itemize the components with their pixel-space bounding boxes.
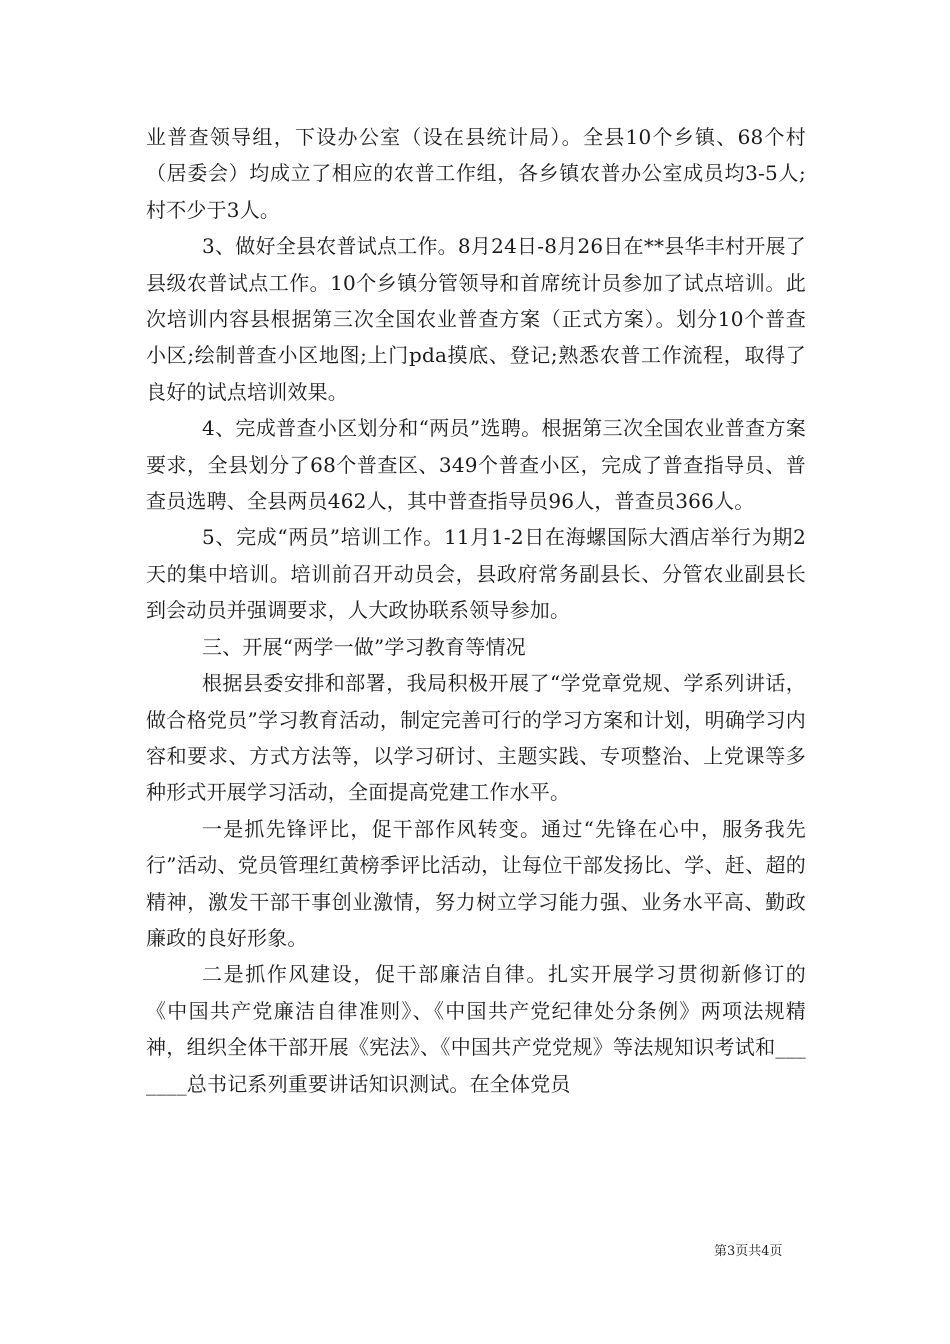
paragraph-6: 一是抓先锋评比，促干部作风转变。通过“先锋在心中，服务我先行”活动、党员管理红黄榜季评比活动，让每位干部发扬比、学、赶、超的精神，激发干部干事创业激情，努力树立学习能力强、业务水平高、勤政廉政的良好形象。: [146, 816, 806, 950]
paragraph-2: 3、做好全县农普试点工作。8月24日-8月26日在**县华丰村开展了县级农普试点工作。10个乡镇分管领导和首席统计员参加了试点培训。此次培训内容县根据第三次全国农业普查方案（正式方案）。划分10个普查小区;绘制普查小区地图;上门pda摸底、登记;熟悉农普工作流程，取得了良好的试点培训效果。: [146, 234, 806, 404]
document-body: [146, 119, 806, 1102]
paragraph-1: 业普查领导组，下设办公室（设在县统计局）。全县10个乡镇、68个村（居委会）均成立了相应的农普工作组，各乡镇农普办公室成员均3-5人;村不少于3人。: [146, 125, 806, 222]
paragraph-7: 二是抓作风建设，促干部廉洁自律。扎实开展学习贯彻新修订的《中国共产党廉洁自律准则》、《中国共产党纪律处分条例》两项法规精神，组织全体干部开展《宪法》、《中国共产党党规》等法规知识考试和_______总书记系列重要讲话知识测试。在全体党员: [146, 962, 806, 1096]
paragraph-3: 4、完成普查小区划分和“两员”选聘。根据第三次全国农业普查方案要求，全县划分了68个普查区、349个普查小区，完成了普查指导员、普查员选聘、全县两员462人，其中普查指导员96人，普查员366人。: [146, 416, 806, 514]
paragraph-4: 5、完成“两员”培训工作。11月1-2日在海螺国际大酒店举行为期2天的集中培训。培训前召开动员会，县政府常务副县长、分管农业副县长到会动员并强调要求，人大政协联系领导参加。: [146, 525, 806, 623]
paragraph-5: 根据县委安排和部署，我局积极开展了“学党章党规、学系列讲话，做合格党员”学习教育活动，制定完善可行的学习方案和计划，明确学习内容和要求、方式方法等，以学习研讨、主题实践、专项整治、上党课等多种形式开展学习活动，全面提高党建工作水平。: [146, 671, 806, 805]
page-number: 第3页共4页: [714, 1244, 783, 1259]
section-heading: 三、开展“两学一做”学习教育等情况: [202, 634, 526, 659]
